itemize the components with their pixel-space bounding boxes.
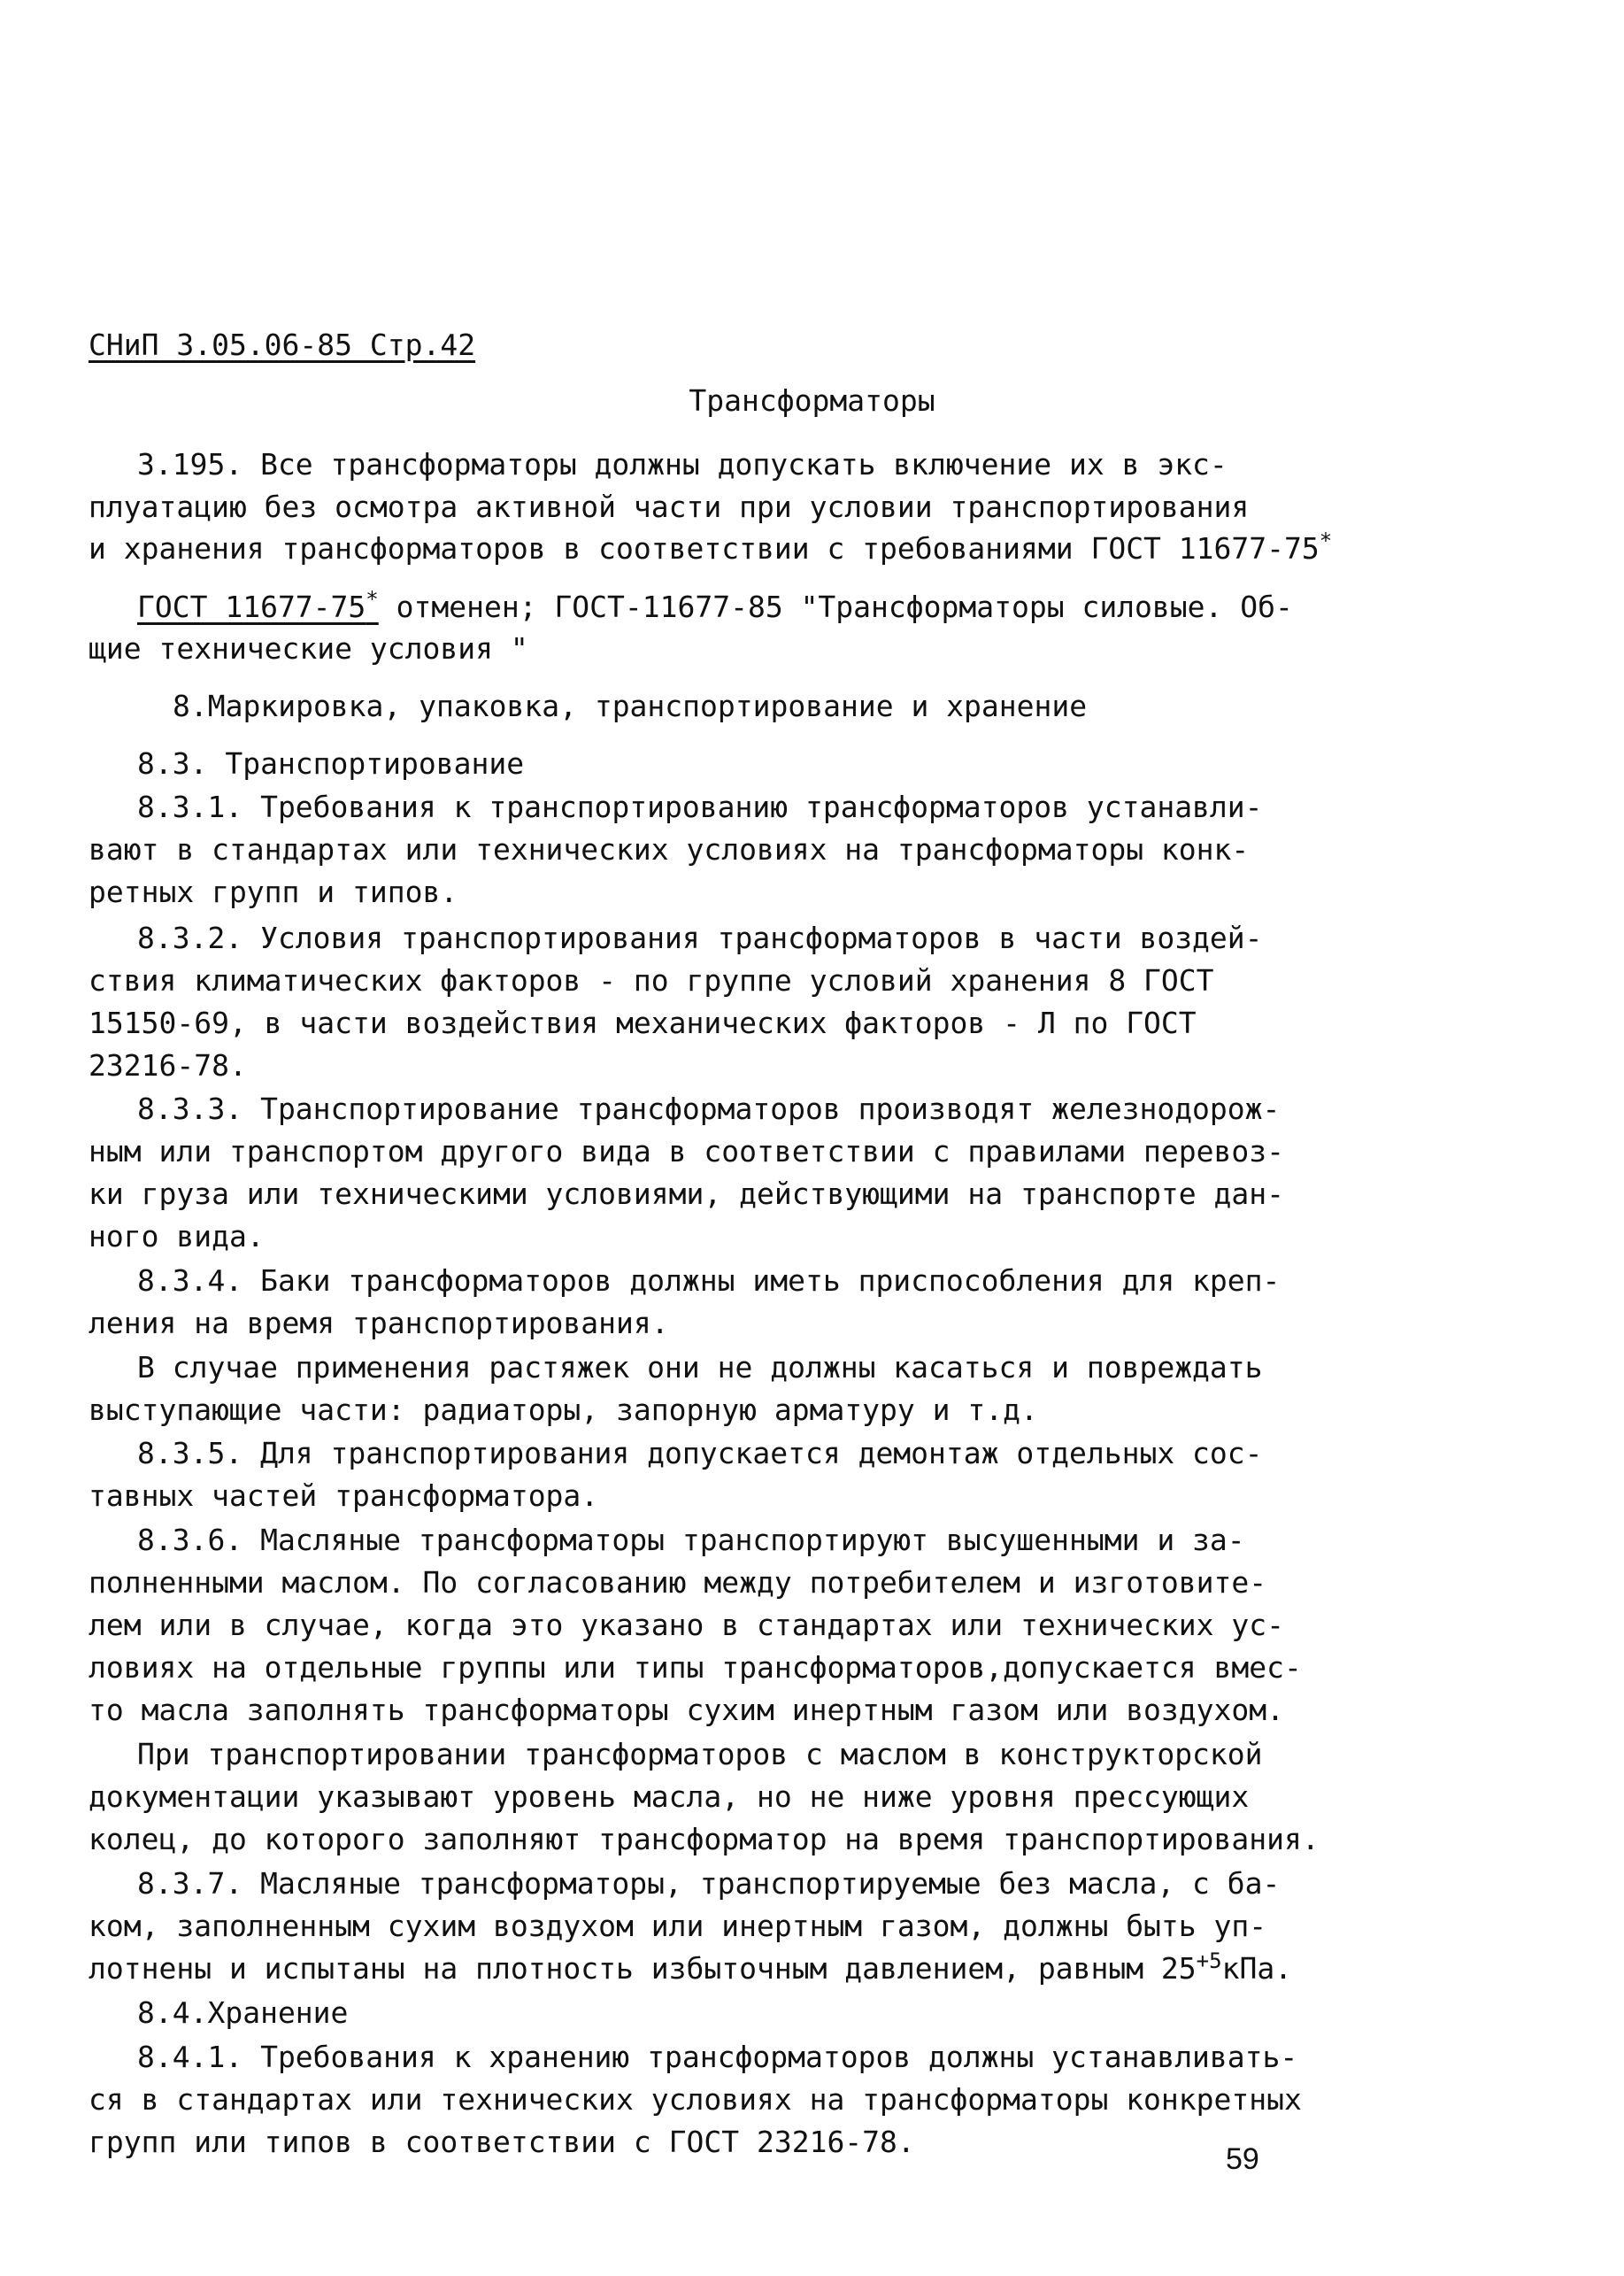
text-line: то масла заполнять трансформаторы сухим инертным газом или воздухом. — [89, 1693, 1285, 1727]
footnote-ref — [137, 587, 379, 624]
text-line: 8.3.3. Транспортирование трансформаторов производят железнодорож- — [137, 1092, 1281, 1126]
text-line: 8.3.2. Условия транспортирования трансформаторов в части воздей- — [137, 921, 1263, 955]
text-line: 8.3.4. Баки трансформаторов должны иметь приспособления для креп- — [137, 1263, 1281, 1298]
text-span: лотнены и испытаны на плотность избыточным давлением, равным 25 — [89, 1951, 1197, 1986]
text-line: лем или в случае, когда это указано в стандартах или технических ус- — [89, 1608, 1285, 1642]
text-line: ного вида. — [89, 1219, 265, 1254]
text-line: вают в стандартах или технических условиях на трансформаторы конк- — [89, 832, 1250, 867]
text-line: В случае применения растяжек они не должны касаться и повреждать — [137, 1350, 1263, 1385]
section-heading: 8.Маркировка, упаковка, транспортирование и хранение — [173, 689, 1088, 723]
text-span: и хранения трансформаторов в соответствии с требованиями ГОСТ 11677-75 — [89, 531, 1320, 566]
footnote-line — [137, 587, 1293, 625]
text-line: выступающие части: радиаторы, запорную арматуру и т.д. — [89, 1393, 1038, 1427]
tolerance-superscript: +5 — [1196, 1948, 1222, 1973]
text-line: ки груза или техническими условиями, действующими на транспорте дан- — [89, 1177, 1285, 1211]
text-line: ретных групп и типов. — [89, 875, 458, 909]
text-line: документации указывают уровень масла, но не ниже уровня прессующих — [89, 1779, 1250, 1814]
text-line: ствия климатических факторов - по группе условий хранения 8 ГОСТ — [89, 963, 1214, 998]
text-line: 8.4.1. Требования к хранению трансформаторов должны устанавливать- — [137, 2040, 1298, 2074]
footnote-mark: * — [1319, 528, 1333, 553]
text-line: 8.3.1. Требования к транспортированию трансформаторов устанавли- — [137, 790, 1263, 824]
footnote-mark: * — [366, 587, 379, 612]
text-line: плуатацию без осмотра активной части при условии транспортирования — [89, 490, 1250, 524]
text-line: ся в стандартах или технических условиях на трансформаторы конкретных — [89, 2082, 1302, 2117]
text-line: 8.3.6. Масляные трансформаторы транспортируют высушенными и за- — [137, 1523, 1245, 1557]
text-line: 15150-69, в части воздействия механических факторов - Л по ГОСТ — [89, 1006, 1197, 1040]
subsection-heading: 8.4.Хранение — [137, 1995, 349, 2030]
text-line: При транспортировании трансформаторов с маслом в конструкторской — [137, 1737, 1263, 1771]
text-line — [89, 528, 1333, 567]
text-line: 8.3.5. Для транспортирования допускается демонтаж отдельных сос- — [137, 1436, 1263, 1470]
text-span: кПа. — [1221, 1951, 1293, 1986]
text-line: 23216-78. — [89, 1048, 247, 1083]
subsection-heading: 8.3. Транспортирование — [137, 746, 525, 781]
text-line: полненными маслом. По согласованию между потребителем и изготовите- — [89, 1565, 1267, 1600]
document-header: СНиП 3.05.06-85 Стр.42 — [89, 328, 476, 362]
text-line: ловиях на отдельные группы или типы трансформаторов,допускается вмес- — [89, 1650, 1302, 1685]
text-line: 8.3.7. Масляные трансформаторы, транспортируемые без масла, с ба- — [137, 1866, 1281, 1901]
footnote-ref-text: ГОСТ 11677-75 — [137, 590, 366, 624]
text-line — [89, 1948, 1293, 1987]
page-number: 59 — [1226, 2142, 1259, 2176]
footnote-text: отменен; ГОСТ-11677-85 "Трансформаторы силовые. Об- — [396, 590, 1293, 624]
text-line: колец, до которого заполняют трансформатор на время транспортирования. — [89, 1822, 1320, 1856]
text-line: групп или типов в соответствии с ГОСТ 23216-78. — [89, 2125, 915, 2159]
text-line: ления на время транспортирования. — [89, 1306, 669, 1340]
text-line: 3.195. Все трансформаторы должны допускать включение их в экс- — [137, 447, 1228, 482]
section-title: Трансформаторы — [689, 383, 935, 418]
text-line: тавных частей трансформатора. — [89, 1478, 599, 1513]
text-line: ным или транспортом другого вида в соответствии с правилами перевоз- — [89, 1134, 1285, 1169]
text-line: щие технические условия " — [89, 631, 528, 666]
text-line: ком, заполненным сухим воздухом или инертным газом, должны быть уп- — [89, 1909, 1267, 1943]
